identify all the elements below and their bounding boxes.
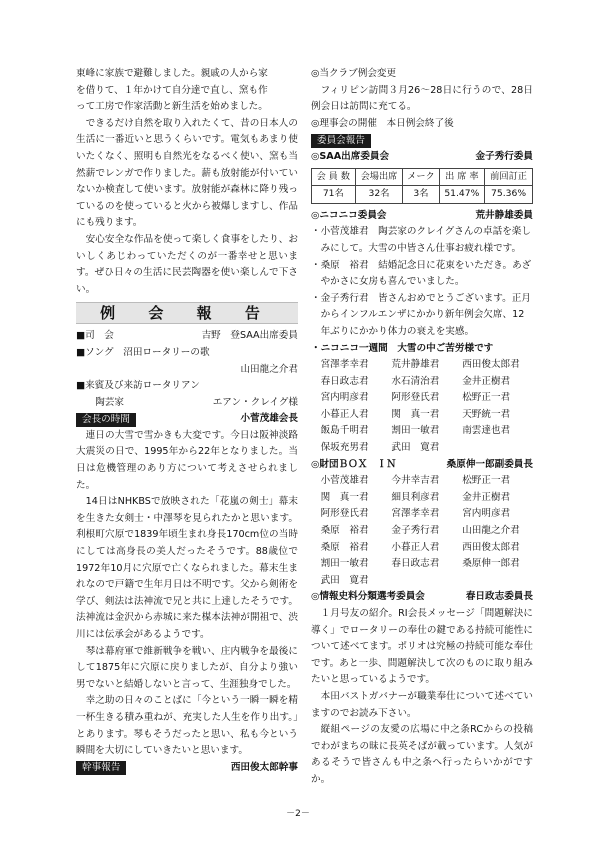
- secretary-report-tag: 幹事報告: [76, 761, 126, 775]
- president-paragraph-4: 幸之助の日々のことばに「今という一瞬一瞬を精一杯生きる積み重ねが、充実した人生を作り出す。」とあります。琴もそうだったと思い、私も今という瞬間を大切にしていきたいと思います。: [76, 695, 298, 757]
- niko-item: ・金子秀行君 皆さんおめでとうございます。正月からインフルエンザにかかり新年例会欠席、12年ぶりにかかり体力の衰えを実感。: [311, 292, 531, 337]
- committee-report-tag: 委員会報告: [311, 134, 371, 148]
- attendance-header-cell: 出 席 率: [439, 168, 485, 186]
- member-name: 割田一敏君: [320, 558, 369, 570]
- member-name: 西田俊太郎君: [462, 541, 520, 553]
- member-name: 春日政志君: [320, 375, 369, 387]
- guest-title: 陶芸家: [95, 396, 124, 408]
- saa-header: [311, 149, 533, 166]
- intro-line-3: って工房で作家活動と新生活を始めました。: [76, 101, 268, 113]
- member-name: 小菅茂雄君: [320, 475, 369, 487]
- committee-report-header: [311, 132, 533, 149]
- member-name: 小暮正人君: [391, 541, 440, 553]
- box-chair: 桑原伸一郎副委員長: [446, 458, 533, 470]
- member-name: 南雲達也君: [462, 425, 511, 437]
- niko-names-grid: [311, 357, 533, 457]
- niko-header: [311, 208, 533, 225]
- president-paragraph-3: 琴は幕府軍で維新戦争を戦い、庄内戦争を最後にして1875年に穴原に戻りましたが、自分より強い男でないと結婚しないと言って、生涯独身でした。: [76, 645, 298, 690]
- info-title: ◎情報史料分類選考委員会: [311, 591, 425, 603]
- president-time-header: [76, 411, 298, 428]
- president-time-tag: 会長の時間: [76, 413, 136, 427]
- attendance-value-row: [312, 186, 533, 204]
- member-name: [462, 573, 533, 590]
- member-name: [462, 440, 533, 457]
- info-chair: 春日政志委員長: [465, 591, 533, 603]
- club-change-body: フィリピン訪問３月26～28日に行うので、28日例会日は訪問に充てる。: [311, 84, 533, 113]
- member-name: 水石清治君: [391, 375, 440, 387]
- member-name: 細貝利彦君: [391, 491, 440, 503]
- member-name: 今井幸吉君: [391, 475, 440, 487]
- member-name: 関 真一君: [391, 408, 440, 420]
- secretary-report-header: [76, 760, 298, 777]
- intro-line-2: を借りて、１年かけて自分達で直し、窯も作: [76, 84, 268, 96]
- member-name: 阿形登氏君: [391, 392, 440, 404]
- club-change-title: ◎当クラブ例会変更: [311, 68, 397, 79]
- president-paragraph-2: 14日はNHKBSで放映された「花嵐の剣士」幕末を生きた女剣士・中澤琴を見られたかと思います。利根町穴原で1839年頃生まれ身長170cm位の当時にしては高身長の美人だったそうです。88歳位で1972年10月に穴原で亡くなられました。幕末生まれなので戸籍で生年月日は不明です。父から剣術を学び、剣法は法神流で兄と共に上達したそうです。法神流は金沢から赤城に来た楳本法神が開祖で、渋川には伝承会があるようです。: [76, 496, 298, 640]
- president-name: 小菅茂雄会長: [240, 413, 298, 425]
- member-name: 宮澤孝幸君: [391, 508, 440, 520]
- member-name: 山田龍之介君: [462, 525, 520, 537]
- attendance-header-row: [312, 168, 533, 186]
- member-name: 宮内明彦君: [462, 508, 511, 520]
- attendance-value-cell: 32名: [355, 186, 403, 204]
- niko-chair: 荒井静雄委員: [475, 209, 533, 221]
- attendance-header-cell: 前回訂正: [485, 168, 533, 186]
- box-header: [311, 457, 533, 474]
- guest-row: [76, 395, 298, 412]
- member-name: 関 真一君: [320, 491, 369, 503]
- info-paragraph-3: 縦組ページの友愛の広場に中之条RCからの投稿でわがまちの昧に長英そばが載っています。人気があるそうで皆さんも中之条へ行ったらいかがですか。: [311, 724, 533, 785]
- attendance-value-cell: 51.47%: [439, 186, 485, 204]
- member-name: 金井正樹君: [462, 375, 511, 387]
- saa-chair: 金子秀行委員: [475, 150, 533, 162]
- attendance-value-cell: 3名: [403, 186, 439, 204]
- member-name: 保坂充男君: [320, 442, 369, 454]
- member-name: 阿形登氏君: [320, 508, 369, 520]
- attendance-header-cell: 会場出席: [355, 168, 403, 186]
- box-title: ◎財団ＢＯＸ ＩＮ: [311, 458, 397, 470]
- attendance-table: [311, 168, 533, 204]
- info-paragraph-1: １月号友の紹介。RI会長メッセージ「問題解決に導く」でロータリーの奉仕の鍵である持続可能性について述べてます。ポリオは究極の持続可能な奉仕です。あと一歩、問題解決して次のものに取り組みたいと思っているようです。: [311, 608, 533, 686]
- member-name: 桑原伸一郎君: [462, 558, 520, 570]
- guest-name: エアン・クレイグ様: [212, 396, 298, 408]
- member-name: 武田 寛君: [391, 442, 440, 454]
- member-name: 天野統一君: [462, 408, 511, 420]
- member-name: 金井正樹君: [462, 491, 511, 503]
- member-name: 飯島千明君: [320, 425, 369, 437]
- info-paragraph-2: 本田バストガバナーが職業奉仕について述べていますのでお読み下さい。: [311, 690, 533, 719]
- saa-title: ◎SAA出席委員会: [311, 150, 390, 162]
- attendance-value-cell: 71名: [312, 186, 356, 204]
- emcee-name: 吉野 登SAA出席委員: [201, 330, 298, 342]
- song-leader: 山田龍之介君: [240, 363, 298, 375]
- emcee-row: [76, 328, 298, 345]
- niko-item: ・小菅茂雄君 陶芸家のクレイグさんの卓話を楽しみにして。大雪の中皆さん仕事お疲れ様です。: [311, 226, 531, 254]
- emcee-label: ■司 会: [76, 330, 114, 342]
- member-name: 春日政志君: [391, 558, 440, 570]
- page-number: －2－: [286, 809, 310, 819]
- member-name: 松野正一君: [462, 392, 511, 404]
- member-name: 武田 寛君: [320, 574, 369, 586]
- member-name: 西田俊太郎君: [462, 359, 520, 371]
- member-name: 小暮正人君: [320, 408, 369, 420]
- left-column: [76, 66, 298, 776]
- member-name: 割田一敏君: [391, 425, 440, 437]
- song-label: ■ソング 沼田ロータリーの歌: [76, 346, 210, 358]
- intro-line-1: 東峰に家族で避難しました。親戚の人から家: [76, 68, 268, 79]
- president-paragraph-1: 連日の大雪で雪かきも大変です。今日は阪神淡路大震災の日で、1995年から22年となりました。当日は危機管理のあり方について考えさせられました。: [76, 429, 298, 491]
- attendance-header-cell: メーク: [403, 168, 439, 186]
- member-name: 桑原 裕君: [320, 541, 369, 553]
- info-header: [311, 589, 533, 606]
- member-name: 桑原 裕君: [320, 525, 369, 537]
- attendance-header-cell: 会 員 数: [312, 168, 356, 186]
- secretary-name: 西田俊太郎幹事: [230, 761, 298, 773]
- box-names-grid: [311, 473, 533, 589]
- member-name: 松野正一君: [462, 475, 511, 487]
- niko-weekly: ・ニコニコ一週間 大雪の中ご苦労様です: [311, 342, 494, 354]
- guest-label: ■来賓及び来訪ロータリアン: [76, 380, 200, 392]
- speech-paragraph-2: 安心安全な作品を使って楽しく食事をしたり、おいしくあじわっていただくのが一番幸せと思います。ぜひ日々の生活に民芸陶器を使い楽しんで下さい。: [76, 233, 298, 295]
- member-name: [391, 573, 462, 590]
- member-name: 宮内明彦君: [320, 392, 369, 404]
- board-meeting: ◎理事会の開催 本日例会終了後: [311, 117, 454, 129]
- right-column: [311, 66, 533, 789]
- speech-paragraph-1: できるだけ自然を取り入れたくて、昔の日本人の生活に一番近いと思うくらいです。電気もあまり使いたくなく、照明も自然光をなるべく使い、窯も当然薪でレンガで作りました。薪も放射能が付いていないか検査して使います。放射能が森林に降り残っているのを使っていると火から被爆しますし、作品にも残ります。: [76, 117, 298, 229]
- member-name: 荒井静雄君: [391, 359, 440, 371]
- niko-title: ◎ニコニコ委員会: [311, 209, 387, 221]
- niko-item: ・桑原 裕君 結婚記念日に花束をいただき。あざやかさに女房も喜んでいました。: [311, 259, 532, 288]
- member-name: 金子秀行君: [391, 525, 440, 537]
- meeting-report-banner: 例 会 報 告: [76, 302, 298, 324]
- attendance-value-cell: 75.36%: [485, 186, 533, 204]
- member-name: 宮澤孝幸君: [320, 359, 369, 371]
